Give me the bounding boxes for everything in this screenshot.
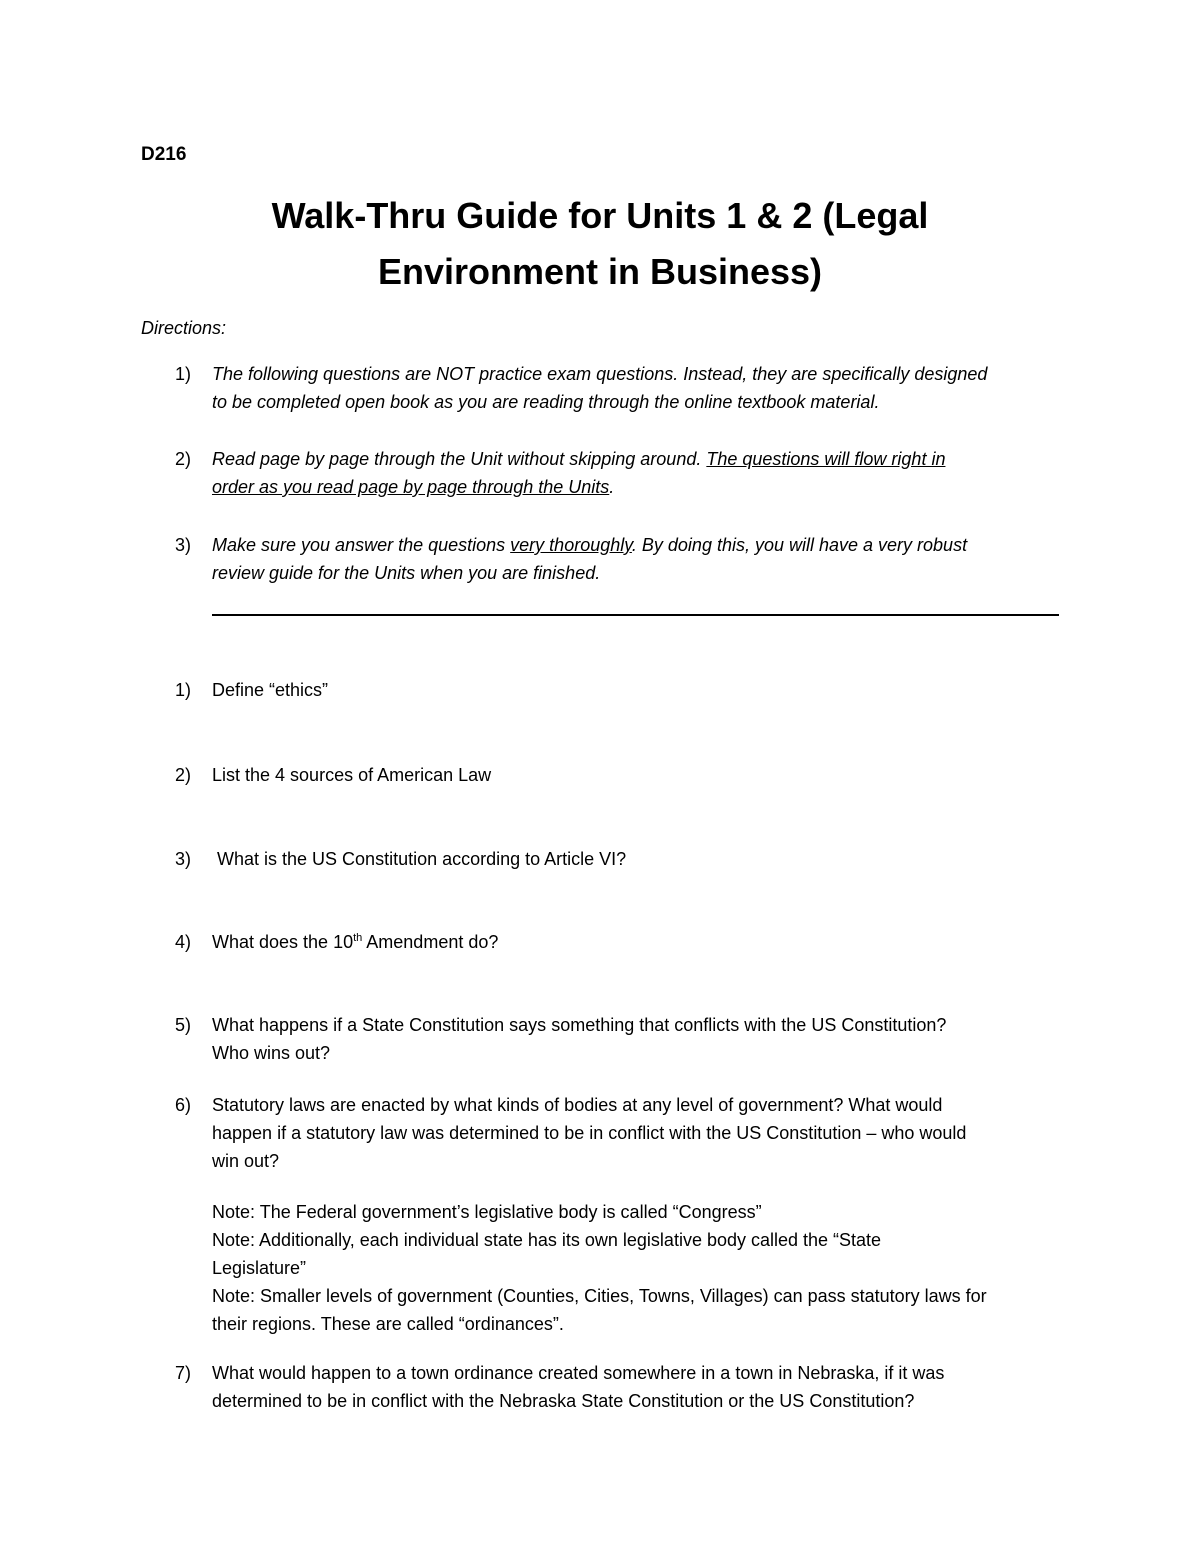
question-text: Define “ethics”: [212, 680, 329, 700]
note-label: Note:: [212, 1286, 256, 1306]
note-line: their regions. These are called “ordinances”.: [212, 1314, 564, 1334]
question-text: What is the US Constitution according to Article VI?: [212, 849, 627, 869]
course-code: D216: [141, 144, 187, 165]
question-number: 1): [175, 680, 192, 700]
note-line: Smaller levels of government (Counties, Cities, Towns, Villages) can pass statutory laws for: [255, 1286, 987, 1306]
direction-number: 3): [175, 535, 192, 555]
direction-punctuation: .: [609, 477, 615, 497]
direction-line: Make sure you answer the questions: [212, 535, 511, 555]
question-text: [212, 928, 1072, 956]
question-number: 5): [175, 1015, 192, 1035]
question-number: 2): [175, 765, 192, 785]
question-number: 6): [175, 1095, 192, 1115]
direction-text: [212, 360, 1072, 416]
note-label: Note:: [212, 1202, 256, 1222]
question-number: 7): [175, 1363, 192, 1383]
question-text-part: What does the 10: [212, 932, 354, 952]
question-number: 4): [175, 932, 192, 952]
question-text: [212, 1091, 1072, 1175]
notes-text: [212, 1198, 1072, 1338]
question-text: List the 4 sources of American Law: [212, 765, 492, 785]
note-line: Additionally, each individual state has its own legislative body called the “State: [255, 1230, 882, 1250]
direction-number: 2): [175, 449, 192, 469]
question-line: Statutory laws are enacted by what kinds of bodies at any level of government? What would: [212, 1095, 943, 1115]
section-divider: [212, 614, 1059, 616]
question-line: What would happen to a town ordinance created somewhere in a town in Nebraska, if it was: [212, 1363, 945, 1383]
direction-line: review guide for the Units when you are finished.: [212, 563, 601, 583]
question-number: 3): [175, 849, 192, 869]
title-line-2: Environment in Business): [377, 251, 823, 292]
direction-text: [212, 445, 1072, 501]
direction-line: The following questions are NOT practice exam questions. Instead, they are specifically designed: [212, 364, 988, 384]
underlined-text: very thoroughly: [510, 535, 632, 555]
direction-line: . By doing this, you will have a very robust: [631, 535, 968, 555]
question-line: Who wins out?: [212, 1043, 331, 1063]
question-line: happen if a statutory law was determined to be in conflict with the US Constitution – who would: [212, 1123, 967, 1143]
document-title: [150, 188, 1050, 300]
direction-line: Read page by page through the Unit without skipping around.: [212, 449, 707, 469]
question-text: [212, 1011, 1072, 1067]
note-label: Note:: [212, 1230, 256, 1250]
directions-label: Directions:: [141, 318, 227, 338]
direction-number: 1): [175, 364, 192, 384]
underlined-text: The questions will flow right in: [706, 449, 946, 469]
underlined-text: order as you read page by page through the Units: [212, 477, 610, 497]
direction-line: to be completed open book as you are reading through the online textbook material.: [212, 392, 880, 412]
superscript: th: [353, 932, 363, 944]
question-line: determined to be in conflict with the Nebraska State Constitution or the US Constitution?: [212, 1391, 915, 1411]
note-line: The Federal government’s legislative body is called “Congress”: [255, 1202, 762, 1222]
title-line-1: Walk-Thru Guide for Units 1 & 2 (Legal: [271, 195, 929, 236]
question-line: What happens if a State Constitution says something that conflicts with the US Constitution?: [212, 1015, 947, 1035]
question-line: win out?: [212, 1151, 280, 1171]
note-line: Legislature”: [212, 1258, 307, 1278]
question-text-part: Amendment do?: [362, 932, 499, 952]
question-text: [212, 1359, 1072, 1415]
direction-text: [212, 531, 1072, 587]
